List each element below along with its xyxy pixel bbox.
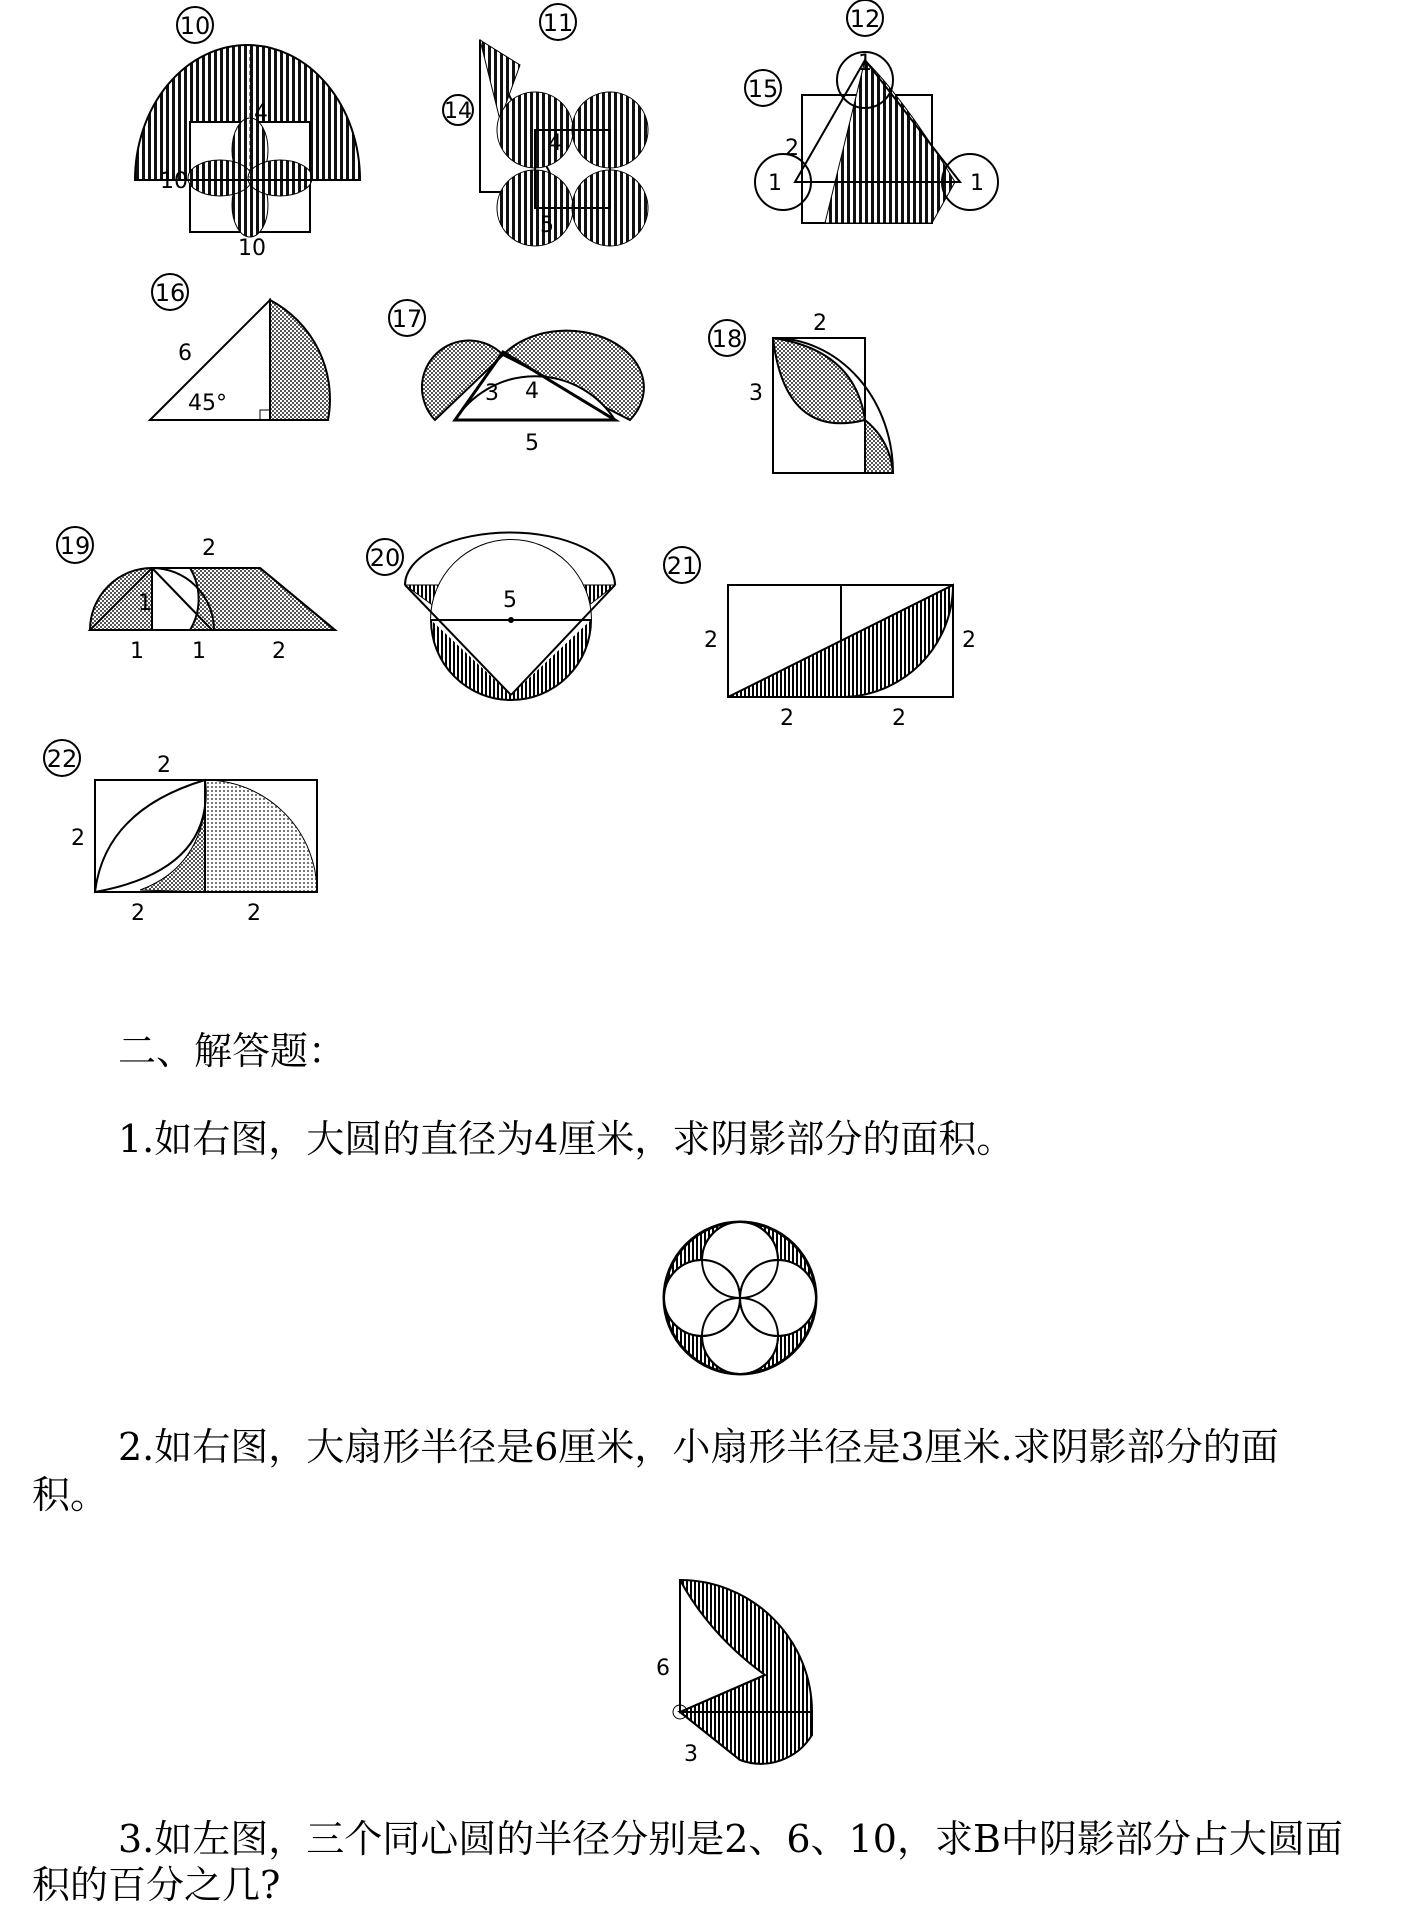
figure-number: 10 <box>179 12 211 40</box>
section-heading: 二、解答题： <box>118 1029 347 1073</box>
dimension-label: 5 <box>540 213 554 238</box>
figure-18 <box>705 300 905 480</box>
dimension-label: 3 <box>485 381 499 406</box>
figure-number: 14 <box>444 99 472 124</box>
dimension-label: 1 <box>130 639 144 664</box>
figure-number: 21 <box>666 552 698 580</box>
dimension-label: 10 <box>160 169 188 194</box>
dimension-label: 2 <box>780 706 794 731</box>
figure-number: 20 <box>369 544 401 572</box>
dimension-label: 5 <box>525 431 539 456</box>
dimension-label: 1 <box>768 171 782 196</box>
petal-shape <box>248 160 312 196</box>
dimension-label: 4 <box>254 101 268 126</box>
figure-21 <box>660 540 990 730</box>
angle-label: 45° <box>188 391 227 416</box>
figure-12 <box>745 0 1005 240</box>
question-3-line-1: 3.如左图，三个同心圆的半径分别是2、6、10，求B中阴影部分占大圆面 <box>118 1817 1343 1861</box>
dimension-label: 4 <box>548 131 562 156</box>
hatched-region <box>865 420 893 473</box>
dimension-label: 2 <box>71 826 85 851</box>
dimension-label: 6 <box>656 1656 670 1681</box>
question-1-figure <box>660 1218 820 1378</box>
hatched-sector <box>270 300 330 420</box>
question-2-line-1: 2.如右图，大扇形半径是6厘米，小扇形半径是3厘米.求阴影部分的面 <box>118 1425 1279 1469</box>
dimension-label: 2 <box>157 753 171 778</box>
figure-11 <box>440 0 660 260</box>
dimension-label: 1 <box>192 639 206 664</box>
hatched-sector <box>205 780 317 892</box>
question-3-line-2: 积的百分之几? <box>32 1863 281 1907</box>
hatched-region <box>190 568 335 630</box>
dimension-label: 2 <box>962 628 976 653</box>
figure-number: 12 <box>849 5 881 33</box>
hatched-region <box>680 1712 812 1764</box>
dimension-label: 4 <box>525 379 539 404</box>
figure-20 <box>365 535 635 705</box>
dimension-label: 2 <box>247 901 261 926</box>
question-2-figure <box>650 1575 830 1775</box>
figure-17 <box>385 290 645 460</box>
hatched-region <box>825 60 955 223</box>
figure-number: 11 <box>542 9 574 37</box>
question-1: 1.如右图，大圆的直径为4厘米，求阴影部分的面积。 <box>118 1117 1015 1161</box>
center-point <box>508 617 514 623</box>
dimension-label: 2 <box>785 136 799 161</box>
dimension-label: 1 <box>138 591 152 616</box>
figure-number: 17 <box>391 305 423 333</box>
figure-number: 19 <box>59 532 91 560</box>
dimension-label: 1 <box>858 51 872 76</box>
dimension-label: 2 <box>131 901 145 926</box>
petal-shape <box>188 160 252 196</box>
figure-19 <box>50 520 350 670</box>
figure-number: 15 <box>747 75 779 103</box>
dimension-label: 6 <box>178 341 192 366</box>
dimension-label: 2 <box>813 311 827 336</box>
figure-22 <box>35 730 345 930</box>
dimension-label: 2 <box>704 628 718 653</box>
dimension-label: 5 <box>503 588 517 613</box>
dimension-label: 2 <box>202 536 216 561</box>
dimension-label: 2 <box>272 639 286 664</box>
figure-number: 22 <box>46 745 78 773</box>
figure-10 <box>130 0 370 260</box>
dimension-label: 3 <box>749 381 763 406</box>
dimension-label: 10 <box>238 236 266 261</box>
figure-number: 18 <box>711 325 743 353</box>
dimension-label: 2 <box>892 706 906 731</box>
dimension-label: 3 <box>684 1742 698 1767</box>
figure-16 <box>140 270 360 430</box>
dimension-label: 1 <box>970 171 984 196</box>
figure-number: 16 <box>154 279 186 307</box>
question-2-line-2: 积。 <box>32 1473 109 1517</box>
